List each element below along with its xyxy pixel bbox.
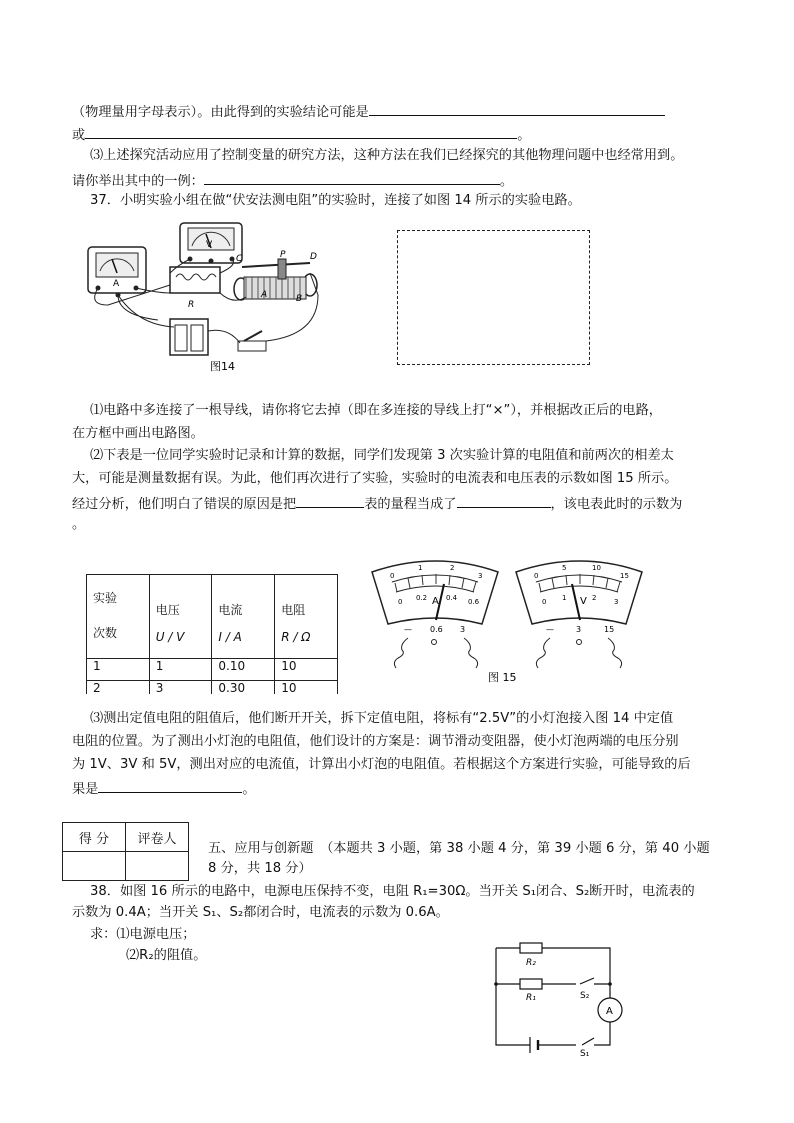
voltmeter-bot-0: 0: [542, 598, 547, 606]
p2-prefix: 或: [72, 128, 86, 143]
q37-3-line1: ⑶测出定值电阻的阻值后，他们断开开关，拆下定值电阻，将标有“2.5V”的小灯泡接入图 14 中定值: [90, 711, 674, 726]
label-A2: A: [261, 290, 268, 300]
grader-header: 评卷人: [126, 823, 189, 852]
q38-ask: 求：⑴电源电压；: [90, 927, 196, 942]
q37-3-line4b: 。: [242, 782, 256, 797]
q37-2-line2: 大，可能是测量数据有误。为此，他们再次进行了实验，实验时的电流表和电压表的示数如图 15 所示。: [72, 471, 678, 486]
switch: [238, 341, 266, 351]
cell: 2: [87, 681, 150, 695]
line-q37-3c: [72, 756, 691, 774]
q37-1-line2: 在方框中画出电路图。: [72, 426, 204, 441]
data-table-clip: [86, 574, 338, 694]
score-cell[interactable]: [63, 852, 126, 881]
circuit-drawing-box[interactable]: [397, 230, 590, 365]
line-q37: [90, 192, 581, 210]
blank-conclusion-2[interactable]: [85, 124, 517, 139]
th-current: [212, 575, 275, 659]
q37-3-line3: 为 1V、3V 和 5V，测出对应的电流值，计算出小灯泡的电阻值。若根据这个方案进行实验，可能导致的后: [72, 757, 691, 772]
voltmeter-term-3: 3: [576, 625, 582, 634]
resistor-label: R: [188, 300, 195, 310]
blank-range[interactable]: [457, 493, 551, 508]
q37-3-line2: 电阻的位置。为了测出小灯泡的电阻值，他们设计的方案是：调节滑动变阻器，使小灯泡两端的电压分别: [72, 734, 679, 749]
ammeter-term-3: 3: [460, 625, 466, 634]
voltmeter-term-15: 15: [604, 625, 615, 634]
cell: 10: [275, 659, 338, 681]
grader-cell[interactable]: [126, 852, 189, 881]
fig14-caption: 图14: [210, 360, 235, 373]
p3-text: ⑶上述探究活动应用了控制变量的研究方法，这种方法在我们已经探究的其他物理问题中也经常用到。: [90, 148, 684, 163]
voltmeter-unit: V: [580, 596, 587, 607]
label-r1: R₁: [526, 993, 536, 1003]
ammeter-bot-3: 0.6: [468, 598, 480, 606]
label-P: P: [280, 250, 286, 260]
voltmeter-top-2: 10: [592, 564, 601, 572]
th-voltage: [149, 575, 212, 659]
line-q38b: [72, 904, 449, 922]
th-trial-2: 次数: [93, 626, 118, 640]
label-D: D: [310, 252, 317, 262]
score-header: 得 分: [63, 823, 126, 852]
ammeter-top-3: 3: [478, 572, 483, 580]
th-resistance: [275, 575, 338, 659]
q37-2-line3b: 表的量程当成了: [364, 497, 457, 512]
ammeter-top-2: 2: [450, 564, 455, 572]
q38-ask2: ⑵R₂的阻值。: [126, 948, 207, 963]
th-voltage-label: 电压: [155, 603, 180, 617]
cell: 0.30: [212, 681, 275, 695]
fig15-caption: 图 15: [488, 671, 517, 684]
q37-2-line4: 。: [72, 517, 86, 532]
voltmeter-top-0: 0: [534, 572, 539, 580]
ammeter-top-0: 0: [390, 572, 395, 580]
p4-text: 请你举出其中的一例：: [72, 174, 204, 189]
figure-16: [490, 938, 630, 1059]
blank-conclusion-1[interactable]: [369, 101, 665, 116]
line-p3: [90, 147, 683, 165]
label-r2: R₂: [526, 958, 536, 968]
line-q38-ask: [90, 926, 196, 944]
line-q37-2c: [72, 493, 682, 514]
voltmeter-top-1: 5: [562, 564, 567, 572]
line-q38a: [90, 883, 695, 901]
figure-14: [78, 215, 338, 375]
resistor-r1: [520, 979, 542, 989]
cell: 0.10: [212, 659, 275, 681]
data-table: [86, 574, 338, 694]
table-row: [87, 681, 338, 695]
blank-consequence[interactable]: [98, 778, 242, 793]
th-trial: [87, 575, 150, 659]
cell: 1: [149, 659, 212, 681]
voltmeter-top-3: 15: [620, 572, 629, 580]
line-p1: [72, 101, 665, 122]
th-resistance-unit: R / Ω: [281, 630, 311, 644]
line-q37-3a: [90, 710, 673, 728]
p2-suffix: 。: [517, 128, 531, 143]
th-trial-1: 实验: [93, 591, 118, 605]
line-section5a: [208, 840, 710, 858]
q37-2-line3c: ，该电表此时的示数为: [550, 497, 683, 512]
label-s1: S₁: [580, 1049, 590, 1059]
p4-suffix: 。: [499, 174, 514, 189]
label-s2: S₂: [580, 991, 590, 1001]
ammeter-label: A: [113, 279, 120, 289]
line-q37-2d: [72, 516, 85, 534]
th-current-unit: I / A: [218, 630, 242, 644]
ammeter-unit: A: [432, 596, 439, 607]
q37-1-line1: ⑴电路中多连接了一根导线，请你将它去掉（即在多连接的导线上打“×”），并根据改正后的电路，: [90, 403, 662, 418]
ammeter-top-1: 1: [418, 564, 423, 572]
th-voltage-unit: U / V: [155, 630, 185, 644]
th-resistance-label: 电阻: [281, 603, 306, 617]
section5-line1: 五、应用与创新题 （本题共 3 小题，第 38 小题 4 分，第 39 小题 6 分，第 40 小题: [208, 841, 710, 856]
ammeter-face: [372, 561, 498, 668]
line-q37-2b: [72, 470, 677, 488]
score-box: [62, 822, 189, 881]
cell: 1: [87, 659, 150, 681]
voltmeter-bot-1: 1: [562, 594, 567, 602]
label-C: C: [236, 254, 243, 264]
ammeter-term-06: 0.6: [430, 625, 443, 634]
th-current-label: 电流: [218, 603, 243, 617]
p1-text: （物理量用字母表示）。由此得到的实验结论可能是: [72, 105, 369, 120]
line-q37-1b: [72, 425, 204, 443]
voltmeter-label: V: [206, 240, 213, 250]
line-q37-1a: [90, 402, 662, 420]
line-section5b: [208, 860, 312, 878]
ammeter-bot-2: 0.4: [446, 594, 458, 602]
voltmeter-bot-3: 3: [614, 598, 619, 606]
blank-example[interactable]: [204, 170, 500, 185]
figure-15: [366, 556, 656, 686]
ammeter-term-neg: —: [404, 625, 412, 634]
q37-2-line1: ⑵下表是一位同学实验时记录和计算的数据，同学们发现第 3 次实验计算的电阻值和前两次的相差太: [90, 448, 674, 463]
cell: 10: [275, 681, 338, 695]
blank-meter-name[interactable]: [296, 493, 364, 508]
voltmeter-term-neg: —: [546, 625, 554, 634]
line-q37-3d: [72, 778, 256, 799]
q38-line1: 38．如图 16 所示的电路中，电源电压保持不变，电阻 R₁=30Ω。当开关 S₁闭合、S₂断开时，电流表的: [90, 884, 695, 899]
ammeter-bot-1: 0.2: [416, 594, 428, 602]
line-q37-2a: [90, 447, 674, 465]
q37-2-line3a: 经过分析，他们明白了错误的原因是把: [72, 497, 297, 512]
fixed-resistor: [170, 267, 220, 293]
line-p2: [72, 124, 530, 145]
voltmeter-face: [516, 561, 642, 668]
section5-line2: 8 分，共 18 分）: [208, 861, 312, 876]
cell: 3: [149, 681, 212, 695]
line-q37-3b: [72, 733, 679, 751]
label-ammeter: A: [606, 1006, 613, 1017]
q37-3-line4a: 果是: [72, 782, 99, 797]
voltmeter-bot-2: 2: [592, 594, 597, 602]
label-B: B: [296, 294, 303, 304]
table-row: [87, 659, 338, 681]
q37-text: 37．小明实验小组在做“伏安法测电阻”的实验时，连接了如图 14 所示的实验电路。: [90, 193, 581, 208]
resistor-r2: [520, 943, 542, 953]
line-q38-ask2: [126, 947, 206, 965]
q38-line2: 示数为 0.4A；当开关 S₁、S₂都闭合时，电流表的示数为 0.6A。: [72, 905, 449, 920]
ammeter-bot-0: 0: [398, 598, 403, 606]
line-p4: [72, 170, 513, 191]
